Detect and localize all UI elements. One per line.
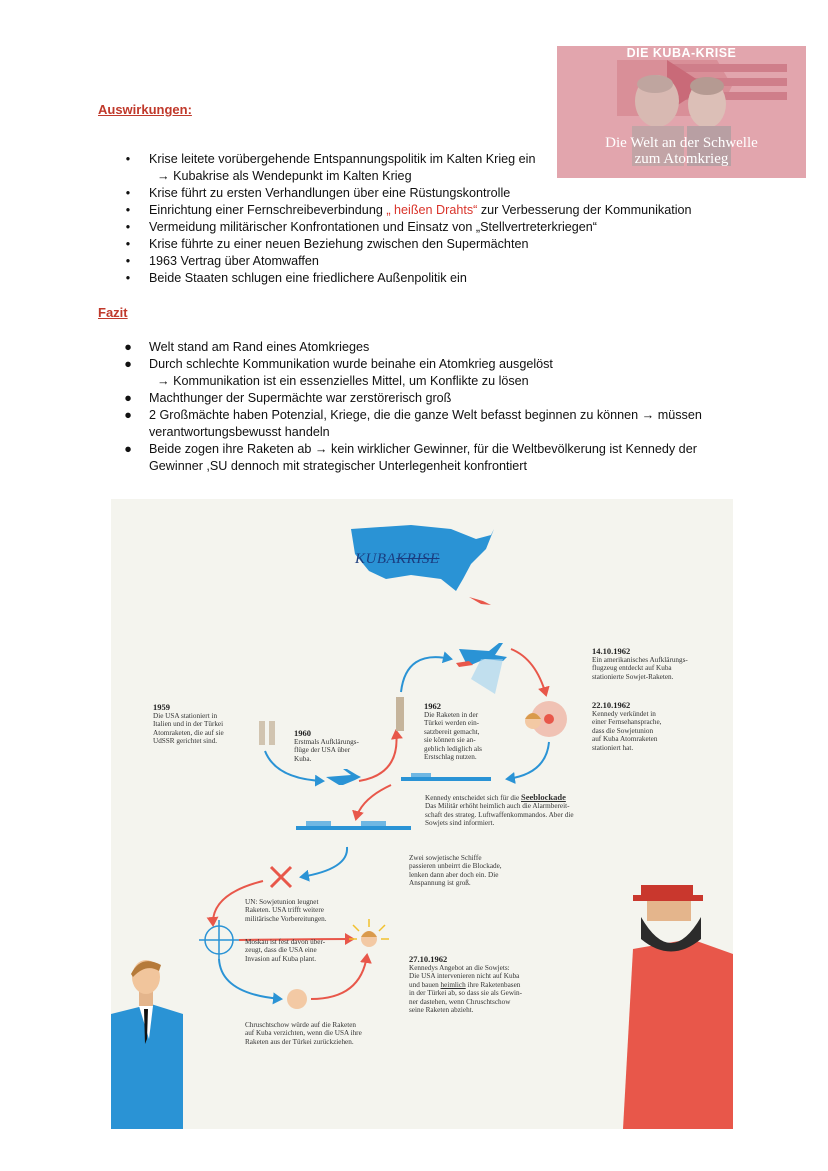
event-schiffe: Zwei sowjetische Schiffe passieren unbeirrt die Blockade, lenken dann aber doch ein. Die Anspannung ist groß. [409, 854, 502, 888]
timeline-arrow [301, 847, 347, 877]
banner-subtitle-line2: zum Atomkrieg [634, 151, 729, 167]
auswirkungen-heading: Auswirkungen: [98, 102, 192, 117]
missile-icon [396, 697, 404, 731]
timeline-arrow [356, 785, 391, 819]
event-chruschtschow: Chruschtschow würde auf die Raketen auf Kuba verzichten, wenn die USA ihre Raketen aus der Türkei zurückziehen. [245, 1021, 362, 1046]
ship-icon [401, 777, 491, 781]
list-item: • Beide Staaten schlugen eine friedlichere Außenpolitik ein [125, 271, 467, 285]
convoy-icon [296, 826, 411, 830]
event-27-10-1962: 27.10.1962 Kennedys Angebot an die Sowjets: Die USA intervenieren nicht auf Kuba und bauen heimlich ihre Raketenbasen in der Türkei ab, so dass sie als Gewin- ner dastehen, wenn Chruschtschow seine Raketen abzieht. [409, 954, 523, 1015]
timeline-arrow [401, 657, 451, 692]
infographic-graphics [111, 499, 733, 1129]
list-item: ● 2 Großmächte haben Potenzial, Kriege, die die ganze Welt befasst beginnen zu können → müssen verantwortungsbewusst handeln [124, 408, 702, 439]
fazit-heading: Fazit [98, 305, 128, 320]
timeline-arrow [219, 959, 281, 999]
list-item: ● Welt stand am Rand eines Atomkrieges [124, 340, 370, 354]
list-item: • Einrichtung einer Fernschreibeverbindung „ heißen Drahts“ zur Verbesserung der Kommunikation [125, 203, 692, 217]
x-mark-icon [271, 867, 291, 887]
heisser-draht-highlight: „ heißen Drahts“ [386, 203, 478, 217]
castro-figure [623, 885, 733, 1129]
event-1959: 1959 Die USA stationiert in Italien und in der Türkei Atomraketen, die auf sie UdSSR gerichtet sind. [153, 702, 224, 746]
event-1960: 1960 Erstmals Aufklärungs- flüge der USA über Kuba. [294, 728, 359, 763]
list-item: ● Beide zogen ihre Raketen ab → kein wirklicher Gewinner, für die Weltbevölkerung ist Kennedy der Gewinner ,SU dennoch mit strategischer Unterlegenheit konfrontiert [124, 442, 697, 473]
khrushchev-head-icon [287, 989, 307, 1009]
list-item: ● Machthunger der Supermächte war zerstörerisch groß [124, 391, 452, 405]
event-22-10-1962: 22.10.1962 Kennedy verkündet in einer Fernsehansprache, dass die Sowjetunion auf Kuba Atomraketen stationiert hat. [592, 700, 662, 752]
infographic-title: KUBAKRISE [355, 551, 440, 567]
list-item: • Krise führte zu einer neuen Beziehung zwischen den Supermächten [125, 237, 529, 251]
kennedy-figure [111, 960, 183, 1129]
list-item: ● Durch schlechte Kommunikation wurde beinahe ein Atomkrieg ausgelöst → Kommunikation ist ein essenzielles Mittel, um Konflikte zu lösen [99, 356, 759, 390]
list-item: • 1963 Vertrag über Atomwaffen [125, 254, 319, 268]
event-14-10-1962: 14.10.1962 Ein amerikanisches Aufklärungs- flugzeug entdeckt auf Kuba stationierte Sowjet-Raketen. [592, 646, 688, 681]
timeline-arrow [507, 742, 549, 779]
kubakrise-infographic [111, 499, 733, 1129]
banner-title: DIE KUBA-KRISE [626, 46, 737, 60]
list-item: • Krise leitete vorübergehende Entspannungspolitik im Kalten Krieg ein → Kubakrise als Wendepunkt im Kalten Krieg [99, 151, 759, 185]
event-seeblockade: Kennedy entscheidet sich für die Seeblockade Das Militär erhöht heimlich auch die Alarmbereit- schaft des strateg. Luftwaffenkommandos. Aber die Sowjets sind informiert. [425, 792, 574, 828]
list-item: • Vermeidung militärischer Konfrontationen und Einsatz von „Stellvertreterkriegen“ [125, 220, 598, 234]
seeblockade-term: Seeblockade [521, 792, 566, 802]
banner-subtitle-line1: Die Welt an der Schwelle [605, 135, 758, 151]
recon-beam-shape [471, 659, 503, 694]
auswirkungen-list [99, 151, 759, 287]
sub-point: → Kommunikation ist ein essenzielles Mittel, um Konflikte zu lösen [157, 374, 529, 388]
event-un: UN: Sowjetunion leugnet Raketen. USA trifft weitere militärische Vorbereitungen. [245, 898, 327, 923]
list-item: • Krise führt zu ersten Verhandlungen über eine Rüstungskontrolle [125, 186, 511, 200]
cuba-island-shape [469, 597, 491, 605]
recon-plane-icon [326, 769, 361, 785]
event-moskau: Moskau ist fest davon über- zeugt, dass die USA eine Invasion auf Kuba plant. [245, 938, 326, 963]
rocket-icon [269, 721, 275, 745]
sub-point: → Kubakrise als Wendepunkt im Kalten Krieg [157, 169, 412, 183]
event-1962: 1962 Die Raketen in der Türkei werden ein- satzbereit gemacht, sie können sie an- geblich lediglich als Erstschlag nutzen. [424, 701, 482, 762]
timeline-arrow [511, 649, 546, 695]
rocket-icon [259, 721, 265, 745]
fazit-list [99, 339, 759, 475]
